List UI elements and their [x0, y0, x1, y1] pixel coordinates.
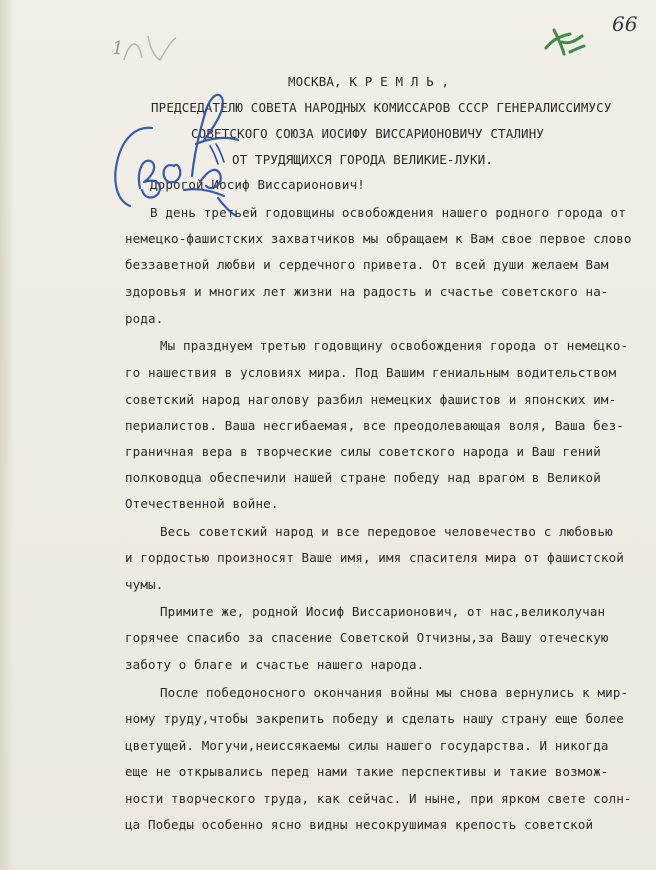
body-line: Мы празднуем третью годовщину освобождения города от немецко- — [160, 338, 629, 353]
blue-pencil-tick — [206, 140, 230, 168]
body-line: здоровья и многих лет жизни на радость и счастье советского на- — [125, 284, 609, 299]
body-line: периалистов. Ваша несгибаемая, все преодолевающая воля, Ваша без- — [125, 418, 624, 433]
body-line: полководца обеспечили нашей стране победу над врагом в Великой — [125, 470, 601, 485]
body-line: еще не открывались перед нами такие перспективы и такие возмож- — [125, 764, 609, 779]
body-line: ному труду,чтобы закрепить победу и сделать нашу страну еще более — [125, 711, 624, 726]
header-line-address: МОСКВА, К Р Е М Л Ь , — [288, 74, 450, 89]
body-line: немецко-фашистских захватчиков мы обращаем к Вам свое первое слово — [125, 231, 632, 246]
body-line: чумы. — [125, 577, 164, 592]
header-line-recipient-2: СОВЕТСКОГО СОЮЗА ИОСИФУ ВИССАРИОНОВИЧУ СТАЛИНУ — [191, 126, 545, 141]
paper-edge-shadow — [0, 0, 14, 870]
faint-pencil-mark — [120, 30, 180, 70]
page-number: 66 — [612, 12, 638, 36]
body-line: рода. — [125, 311, 164, 326]
body-line: цветущей. Могучи,неиссякаемы силы нашего государства. И никогда — [125, 738, 609, 753]
body-line: и гордостью произносят Ваше имя, имя спасителя мира от фашистской — [125, 550, 624, 565]
body-line: Весь советский народ и все передовое человечество с любовью — [160, 524, 613, 539]
body-line: го нашествия в условиях мира. Под Вашим гениальным водительством — [125, 365, 617, 380]
body-line: горячее спасибо за спасение Советской Отчизны,за Вашу отеческую — [125, 630, 609, 645]
faint-corner-mark: 1 — [112, 38, 124, 59]
body-line: граничная вера в творческие силы советского народа и Ваш гений — [125, 444, 601, 459]
header-line-recipient-1: ПРЕДСЕДАТЕЛЮ СОВЕТА НАРОДНЫХ КОМИССАРОВ СССР ГЕНЕРАЛИССИМУСУ — [151, 100, 612, 115]
body-line: ности творческого труда, как сейчас. И ныне, при ярком свете солн- — [125, 791, 632, 806]
body-line: Отечественной войне. — [125, 496, 279, 511]
header-line-sender: ОТ ТРУДЯЩИХСЯ ГОРОДА ВЕЛИКИЕ-ЛУКИ. — [232, 152, 493, 167]
body-line: После победоносного окончания войны мы снова вернулись к мир- — [160, 685, 629, 700]
salutation: Дорогой Иосиф Виссарионович! — [150, 177, 365, 192]
body-line: советский народ наголову разбил немецких фашистов и японских им- — [125, 392, 617, 407]
blue-pencil-signature — [100, 70, 250, 220]
body-line: В день третьей годовщины освобождения нашего родного города от — [150, 205, 626, 220]
body-line: Примите же, родной Иосиф Виссарионович, от нас,великолучан — [160, 604, 606, 619]
body-line: заботу о благе и счастье нашего народа. — [125, 657, 425, 672]
green-check-mark-icon — [540, 22, 590, 60]
body-line: ца Победы особенно ясно видны несокрушимая крепость советской — [125, 817, 594, 832]
body-line: беззаветной любви и сердечного привета. От всей души желаем Вам — [125, 257, 609, 272]
